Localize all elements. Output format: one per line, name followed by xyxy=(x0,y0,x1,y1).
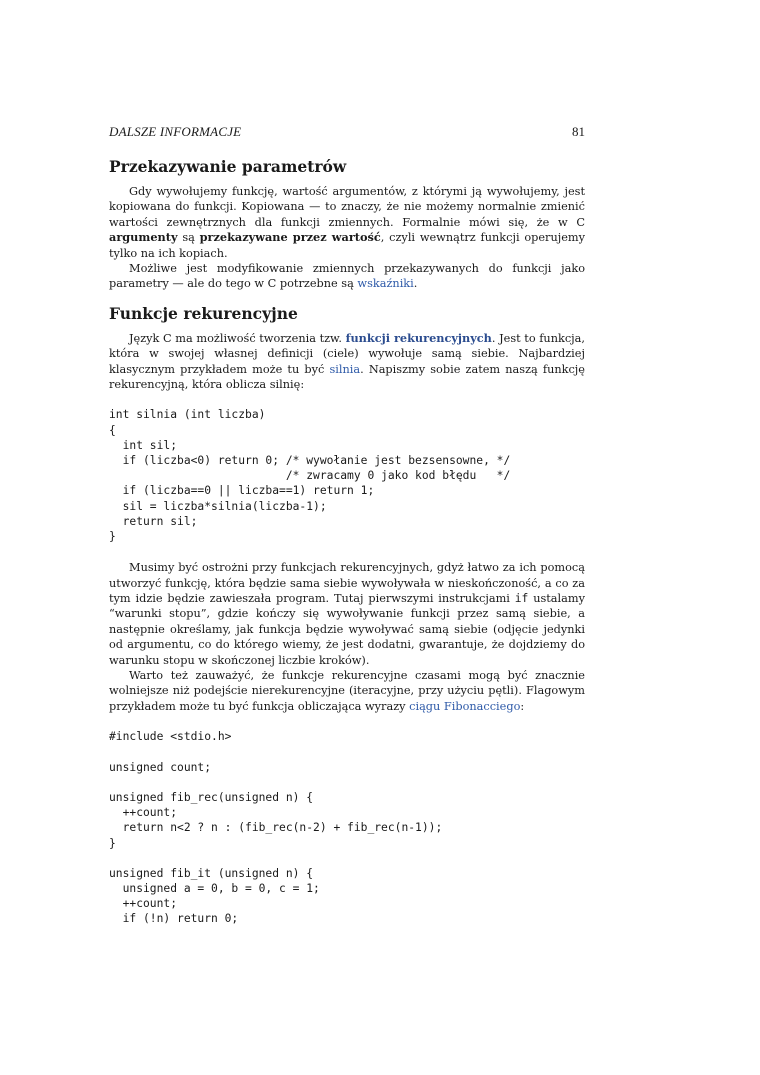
code-line: ++count; xyxy=(109,897,178,911)
text-run: : xyxy=(520,699,525,713)
code-line: { xyxy=(109,423,116,437)
code-line: return sil; xyxy=(109,514,198,528)
code-line: } xyxy=(109,836,116,850)
link-pointers[interactable]: wskaźniki xyxy=(357,277,414,291)
paragraph-recursion-3 xyxy=(109,668,585,714)
code-line: unsigned fib_it (unsigned n) { xyxy=(109,866,314,880)
code-line: /* zwracamy 0 jako kod błędu */ xyxy=(109,469,511,483)
text-run: . Jest to funkcja, która w swojej własnej definicji (ciele) wywołuje samą siebie. Najbardziej klasycznym przykładem może tu być xyxy=(109,331,585,376)
bold-term-pass-by-value: przekazywane przez wartość xyxy=(199,230,381,245)
inline-code-if: if xyxy=(514,591,529,605)
text-run: Gdy wywołujemy funkcję, wartość argumentów, z którymi ją wywołujemy, jest kopiowana do funkcji. Kopiowana — to znaczy, że nie możemy normalnie zmienić wartości zewnętrznych dla funkcji zmiennych. Formalnie mówi się, że w C xyxy=(109,185,585,229)
running-header-title: DALSZE INFORMACJE xyxy=(109,124,242,139)
text-run: . Napiszmy sobie zatem naszą funkcję rekurencyjną, która oblicza silnię: xyxy=(109,362,585,392)
code-line: } xyxy=(109,529,116,543)
code-line: unsigned count; xyxy=(109,760,212,774)
code-line xyxy=(109,851,585,866)
text-run: ustalamy “warunki stopu”, gdzie kończy się wywoływanie funkcji przez samą siebie, a następnie określamy, jak funkcja będzie wywoływać samą siebie (odjęcie jedynki od argumentu, co do którego wiemy, że jest dodatni, gwarantuje, że dojdziemy do warunku stopu w skończonej liczbie kroków). xyxy=(109,591,585,667)
code-line: #include <stdio.h> xyxy=(109,730,232,744)
section-heading-parameters: Przekazywanie parametrów xyxy=(109,157,347,176)
text-run: są xyxy=(177,231,200,245)
running-header xyxy=(109,124,585,142)
code-line: ++count; xyxy=(109,806,178,820)
paragraph-recursion-2 xyxy=(109,560,585,668)
link-factorial[interactable]: silnia xyxy=(329,362,361,376)
paragraph-recursion-1 xyxy=(109,331,585,393)
code-line: unsigned fib_rec(unsigned n) { xyxy=(109,790,314,804)
text-run: Musimy być ostrożni przy funkcjach rekurencyjnych, gdyż łatwo za ich pomocą utworzyć funkcję, która będzie sama siebie wywoływała w nieskończoność, a co za tym idzie będzie zawieszała program. Tutaj pierwszymi instrukcjami xyxy=(109,561,585,605)
code-line xyxy=(109,775,585,790)
code-line: if (liczba<0) return 0; /* wywołanie jest bezsensowne, */ xyxy=(109,454,511,468)
code-line: int silnia (int liczba) xyxy=(109,408,266,422)
text-run: Warto też zauważyć, że funkcje rekurencyjne czasami mogą być znacznie wolniejsze niż podejście nierekurencyjne (iteracyjne, przy użyciu pętli). Flagowym przykładem może tu być funkcja obliczająca wyrazy xyxy=(109,669,585,713)
page-number: 81 xyxy=(572,124,585,139)
link-recursive-functions[interactable]: funkcji rekurencyjnych xyxy=(345,330,492,345)
page-body xyxy=(109,157,585,927)
text-run: Możliwe jest modyfikowanie zmiennych przekazywanych do funkcji jako parametry — ale do tego w C potrzebne są xyxy=(109,262,585,291)
section-heading-recursion: Funkcje rekurencyjne xyxy=(109,303,298,323)
code-line: unsigned a = 0, b = 0, c = 1; xyxy=(109,882,320,896)
code-block-fibonacci xyxy=(109,729,585,926)
link-fibonacci[interactable]: ciągu Fibonacciego xyxy=(409,699,521,713)
code-line: sil = liczba*silnia(liczba-1); xyxy=(109,499,327,513)
bold-term-arguments: argumenty xyxy=(109,230,178,245)
text-run: Język C ma możliwość tworzenia tzw. xyxy=(129,331,346,345)
code-line: if (liczba==0 || liczba==1) return 1; xyxy=(109,484,375,498)
text-run: , czyli wewnątrz funkcji operujemy tylko na ich kopiach. xyxy=(109,231,586,260)
code-block-factorial xyxy=(109,407,585,544)
paragraph-parameters-1 xyxy=(109,184,585,261)
code-line: if (!n) return 0; xyxy=(109,912,239,926)
text-run: . xyxy=(413,277,418,291)
code-line xyxy=(109,744,585,759)
paragraph-parameters-2 xyxy=(109,261,585,292)
code-line: return n<2 ? n : (fib_rec(n-2) + fib_rec(n-1)); xyxy=(109,821,443,835)
code-line: int sil; xyxy=(109,438,178,452)
